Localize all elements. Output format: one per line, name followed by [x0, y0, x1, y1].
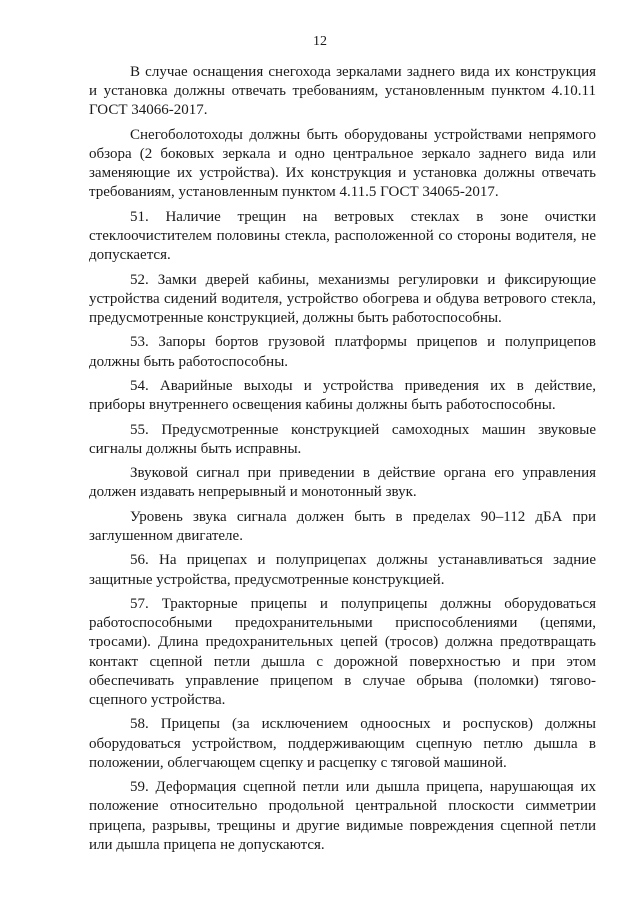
paragraph-55: 55. Предусмотренные конструкцией самоходных машин звуковые сигналы должны быть исправны. [89, 421, 596, 457]
paragraph-mirrors-snowmobile: В случае оснащения снегохода зеркалами заднего вида их конструкция и установка должны отвечать требованиям, установленным пунктом 4.10.11 ГОСТ 34066-2017. [89, 64, 596, 119]
page-number: 12 [313, 34, 327, 49]
paragraph-58: 58. Прицепы (за исключением одноосных и роспусков) должны оборудоваться устройством, поддерживающим сцепную петлю дышла в положении, облегчающем сцепку и расцепку с тяговой машиной. [89, 716, 596, 771]
document-body [89, 63, 596, 860]
paragraph-53: 53. Запоры бортов грузовой платформы прицепов и полуприцепов должны быть работоспособны. [89, 334, 596, 370]
paragraph-52: 52. Замки дверей кабины, механизмы регулировки и фиксирующие устройства сидений водителя, устройство обогрева и обдува ветрового стекла, предусмотренные конструкцией, должны быть работоспособны. [89, 271, 596, 326]
paragraph-sound-signal: Звуковой сигнал при приведении в действие органа его управления должен издавать непрерывный и монотонный звук. [89, 465, 596, 501]
paragraph-59: 59. Деформация сцепной петли или дышла прицепа, нарушающая их положение относительно продольной центральной плоскости симметрии прицепа, разрывы, трещины и другие видимые повреждения сцепной петли или дышла прицепа не допускаются. [89, 779, 596, 853]
paragraph-57: 57. Тракторные прицепы и полуприцепы должны оборудоваться работоспособными предохранительными приспособлениями (цепями, тросами). Длина предохранительных цепей (тросов) должна предотвращать контакт сцепной петли дышла с дорожной поверхностью и при этом обеспечивать управление прицепом в случае обрыва (поломки) тягово-сцепного устройства. [89, 595, 596, 708]
paragraph-mirrors-swamp-vehicle: Снегоболотоходы должны быть оборудованы устройствами непрямого обзора (2 боковых зеркала и одно центральное зеркало заднего вида или заменяющие их устройства). Их конструкция и установка должны отвечать требованиям, установленным пунктом 4.11.5 ГОСТ 34065-2017. [89, 126, 596, 201]
paragraph-sound-level: Уровень звука сигнала должен быть в пределах 90–112 дБА при заглушенном двигателе. [89, 508, 596, 544]
paragraph-51: 51. Наличие трещин на ветровых стеклах в зоне очистки стеклоочистителем половины стекла, расположенной со стороны водителя, не допускается. [89, 208, 596, 264]
paragraph-56: 56. На прицепах и полуприцепах должны устанавливаться задние защитные устройства, предусмотренные конструкцией. [89, 552, 596, 588]
paragraph-54: 54. Аварийные выходы и устройства приведения их в действие, приборы внутреннего освещения кабины должны быть работоспособны. [89, 377, 596, 414]
